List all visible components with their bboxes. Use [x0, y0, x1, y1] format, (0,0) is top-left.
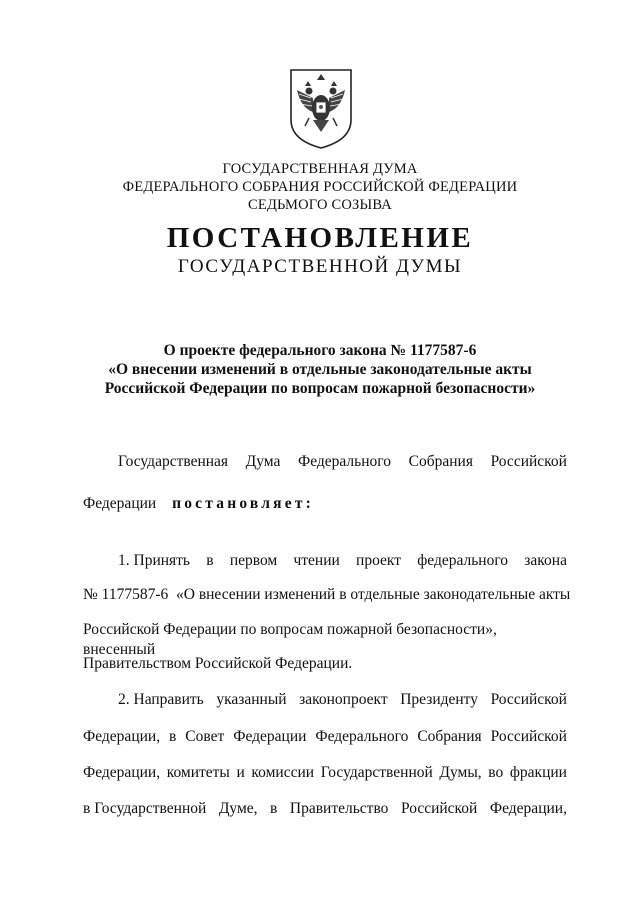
- intro-line-1: [118, 452, 567, 472]
- word: и: [236, 764, 245, 781]
- p1-line-1: [118, 551, 567, 571]
- word: Федерального: [297, 453, 392, 470]
- word: Российской: [490, 691, 567, 708]
- word: 2. Направить: [118, 691, 204, 708]
- word: 1. Принять: [118, 552, 191, 569]
- subject-line-1: О проекте федерального закона № 1177587-6: [163, 342, 477, 359]
- word: первом: [229, 552, 278, 569]
- word: закона: [524, 552, 567, 569]
- decree-verb: постановляет:: [172, 495, 314, 512]
- subject-line-3: Российской Федерации по вопросам пожарной безопасности»: [104, 380, 536, 397]
- word: Российской: [490, 728, 567, 745]
- header-line-3: СЕДЬМОГО СОЗЫВА: [248, 197, 392, 213]
- word: Российской: [400, 800, 478, 817]
- word: законопроект: [299, 691, 388, 708]
- word: Собрания: [408, 453, 473, 470]
- double-headed-eagle-icon: [287, 68, 355, 150]
- p2-line-2: [83, 727, 567, 747]
- state-emblem: [287, 68, 355, 150]
- header-line-1: ГОСУДАРСТВЕННАЯ ДУМА: [222, 161, 418, 177]
- word: проект: [356, 552, 401, 569]
- word: в: [270, 800, 278, 817]
- word: в Государственной: [83, 800, 207, 817]
- p2-line-4: [83, 799, 567, 819]
- word: Думы,: [439, 764, 482, 781]
- p1-line-2: № 1177587-6 «О внесении изменений в отдельные законодательные акты: [83, 586, 571, 603]
- word: комитеты: [166, 764, 230, 781]
- word: фракции: [509, 764, 567, 781]
- word: во: [488, 764, 504, 781]
- word: Федерации,: [83, 728, 161, 745]
- document-title: ПОСТАНОВЛЕНИЕ: [166, 222, 474, 254]
- word: Президенту: [400, 691, 478, 708]
- document-subtitle: ГОСУДАРСТВЕННОЙ ДУМЫ: [177, 256, 463, 277]
- p2-line-1: [118, 690, 567, 710]
- word: Федерального: [315, 728, 409, 745]
- word: Собрания: [417, 728, 482, 745]
- word: чтении: [293, 552, 340, 569]
- word: Дума: [245, 453, 281, 470]
- p2-line-3: [83, 763, 567, 783]
- word: указанный: [216, 691, 287, 708]
- p1-line-4: Правительством Российской Федерации.: [83, 655, 353, 672]
- document-subject: [0, 341, 640, 398]
- word: в: [169, 728, 177, 745]
- word: Совет: [185, 728, 225, 745]
- word: Государственная: [118, 453, 229, 470]
- word: Федерации,: [489, 800, 567, 817]
- word: федерального: [417, 552, 509, 569]
- subject-line-2: «О внесении изменений в отдельные законодательные акты: [108, 361, 532, 378]
- word: Федерации: [233, 728, 307, 745]
- intro-line-2: [83, 494, 567, 514]
- word: комиссии: [251, 764, 315, 781]
- word: Думе,: [218, 800, 258, 817]
- word: в: [206, 552, 214, 569]
- intro-word-federation: Федерации: [83, 495, 157, 512]
- p1-line-3: Российской Федерации по вопросам пожарной безопасности», внесенный: [83, 621, 497, 658]
- word: Российской: [490, 453, 567, 470]
- issuing-body-header: [0, 160, 640, 214]
- word: Государственной: [320, 764, 433, 781]
- word: Федерации,: [83, 764, 161, 781]
- header-line-2: ФЕДЕРАЛЬНОГО СОБРАНИЯ РОССИЙСКОЙ ФЕДЕРАЦИИ: [122, 179, 518, 195]
- word: Правительство: [289, 800, 389, 817]
